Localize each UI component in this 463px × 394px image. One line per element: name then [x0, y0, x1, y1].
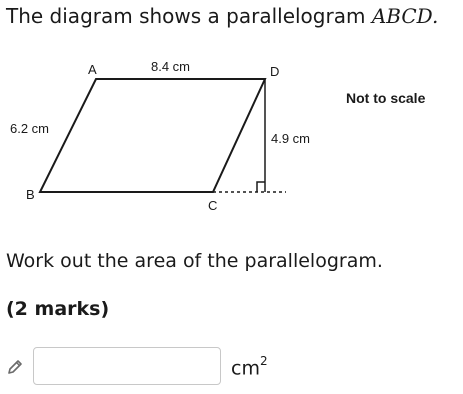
vertex-label-d: D [270, 64, 280, 79]
unit-exponent: 2 [259, 354, 268, 368]
side-label-top: 8.4 cm [151, 59, 191, 74]
vertex-label-a: A [88, 62, 97, 77]
area-answer-input[interactable] [33, 347, 221, 385]
right-angle-marker [257, 182, 265, 192]
vertex-label-c: C [208, 198, 218, 212]
height-label: 4.9 cm [271, 131, 311, 146]
question-title [6, 4, 438, 28]
vertex-label-b: B [26, 187, 35, 202]
side-label-left: 6.2 cm [10, 121, 50, 136]
pencil-icon [6, 358, 24, 380]
unit-base: cm [231, 357, 260, 380]
not-to-scale-note: Not to scale [346, 90, 426, 106]
title-math: ABCD. [371, 4, 439, 28]
question-prompt: Work out the area of the parallelogram. [6, 250, 383, 272]
title-text: The diagram shows a parallelogram [6, 4, 366, 28]
marks-label: (2 marks) [6, 298, 110, 320]
answer-unit [231, 356, 268, 379]
parallelogram-diagram [0, 52, 463, 212]
parallelogram-shape [40, 79, 265, 192]
